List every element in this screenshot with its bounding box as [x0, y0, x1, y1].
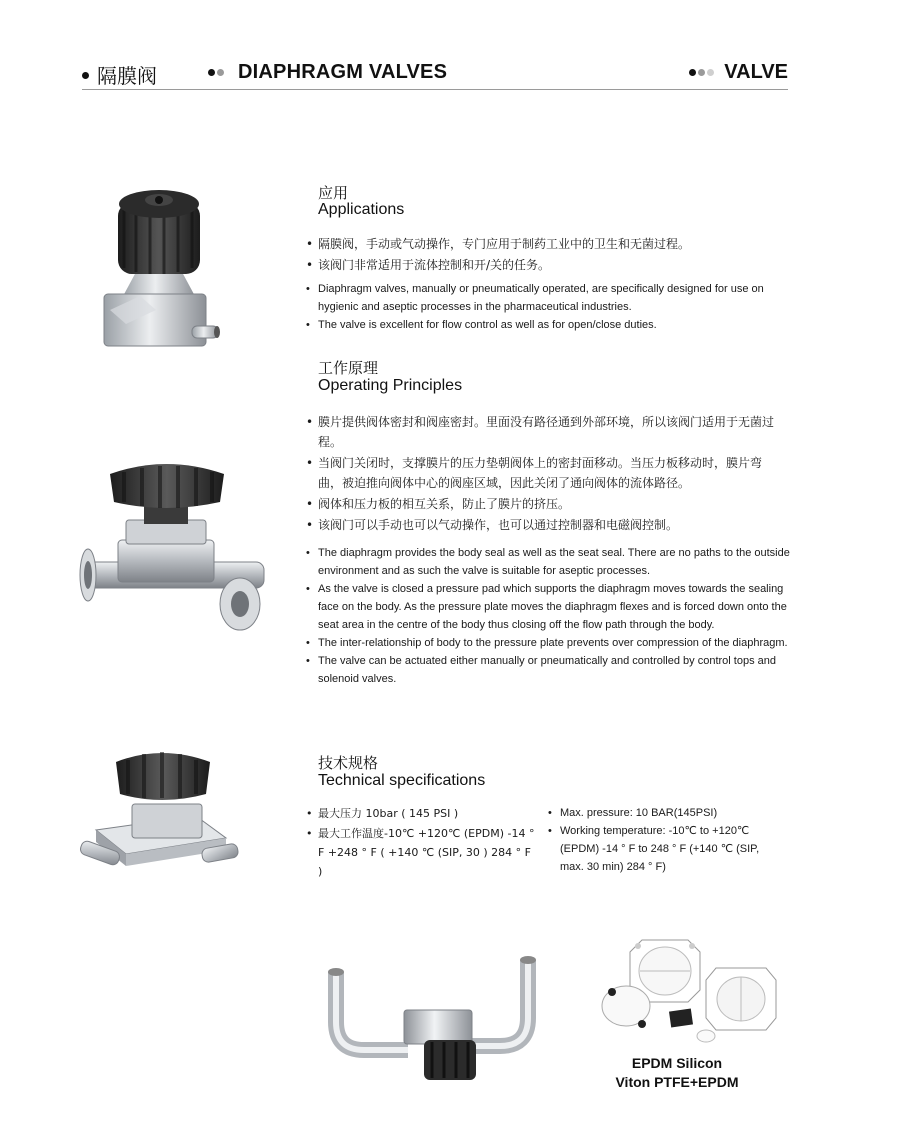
list-item: • Diaphragm valves, manually or pneumatically operated, are specifically designed for use on hygienic and aseptic processes in the pharmaceutical industries. [306, 280, 778, 316]
list-item: • Working temperature: -10℃ to +120℃ (EPDM) -14 ° F to 248 ° F (+140 ℃ (SIP, max. 30 min) 284 ° F) [548, 822, 770, 876]
header-en-title: DIAPHRAGM VALVES [238, 61, 448, 83]
list-item: • 阀体和压力板的相互关系，防止了膜片的挤压。 [306, 494, 782, 514]
specs-title-cn: 技术规格 [318, 754, 379, 772]
principles-title-en: Operating Principles [318, 377, 463, 394]
valve-image-4 [316, 952, 546, 1087]
principles-cn-list [306, 412, 782, 536]
specs-cn-list [306, 804, 538, 882]
list-item: • Max. pressure: 10 BAR(145PSI) [548, 804, 770, 822]
list-item: • 最大压力 10bar ( 145 PSI ) [306, 804, 538, 823]
bullet-dot-icon [82, 72, 89, 79]
page-header [82, 56, 788, 90]
list-item: • 该阀门非常适用于流体控制和开/关的任务。 [306, 255, 796, 275]
list-item: • The valve is excellent for flow control as well as for open/close duties. [306, 316, 778, 334]
diaphragm-image [596, 932, 786, 1050]
list-item: • 当阀门关闭时，支撑膜片的压力垫朝阀体上的密封面移动。当压力板移动时，膜片弯曲，被迫推向阀体中心的阀座区域，因此关闭了通向阀体的流体路径。 [306, 453, 782, 493]
list-item: • 隔膜阀，手动或气动操作，专门应用于制药工业中的卫生和无菌过程。 [306, 234, 796, 254]
dots-icon [689, 59, 716, 82]
caption-line-2: Viton PTFE+EPDM [615, 1074, 739, 1090]
list-item: • 该阀门可以手动也可以气动操作，也可以通过控制器和电磁阀控制。 [306, 515, 782, 535]
principles-title-cn: 工作原理 [318, 359, 379, 377]
list-item: • 最大工作温度-10℃ +120℃ (EPDM) -14 ° F +248 ° F ( +140 ℃ (SIP, 30 ) 284 ° F ) [306, 824, 538, 881]
principles-en-list [306, 544, 792, 688]
list-item: • The diaphragm provides the body seal as well as the seat seal. There are no paths to the outside environment and as such the valve is suitable for aseptic processes. [306, 544, 792, 580]
header-rule [82, 89, 788, 90]
header-right-title: VALVE [724, 61, 788, 83]
list-item: • As the valve is closed a pressure pad which supports the diaphragm moves towards the sealing face on the body. As the pressure plate moves the diaphragm flexes and is forced down onto the seat area in the centre of the body thus closing off the flow path through the body. [306, 580, 792, 634]
header-right [689, 61, 788, 84]
header-en [208, 61, 447, 84]
header-cn [82, 60, 157, 89]
valve-image-3 [76, 742, 246, 892]
list-item: • 膜片提供阀体密封和阀座密封。里面没有路径通到外部环境，所以该阀门适用于无菌过程。 [306, 412, 782, 452]
applications-en-list [306, 280, 778, 334]
caption-line-1: EPDM Silicon [631, 1055, 723, 1071]
applications-cn-list [306, 234, 796, 276]
list-item: • The inter-relationship of body to the pressure plate prevents over compression of the diaphragm. [306, 634, 792, 652]
specs-en-list [548, 804, 770, 876]
header-cn-title: 隔膜阀 [97, 64, 157, 88]
specs-title-en: Technical specifications [318, 772, 486, 789]
list-item: • The valve can be actuated either manually or pneumatically and controlled by control tops and solenoid valves. [306, 652, 792, 688]
applications-title-en: Applications [318, 201, 405, 218]
dots-icon [208, 59, 226, 82]
applications-title-cn: 应用 [318, 184, 349, 202]
valve-image-1 [96, 180, 222, 370]
diaphragm-caption [612, 1054, 742, 1092]
valve-image-2 [74, 458, 274, 638]
